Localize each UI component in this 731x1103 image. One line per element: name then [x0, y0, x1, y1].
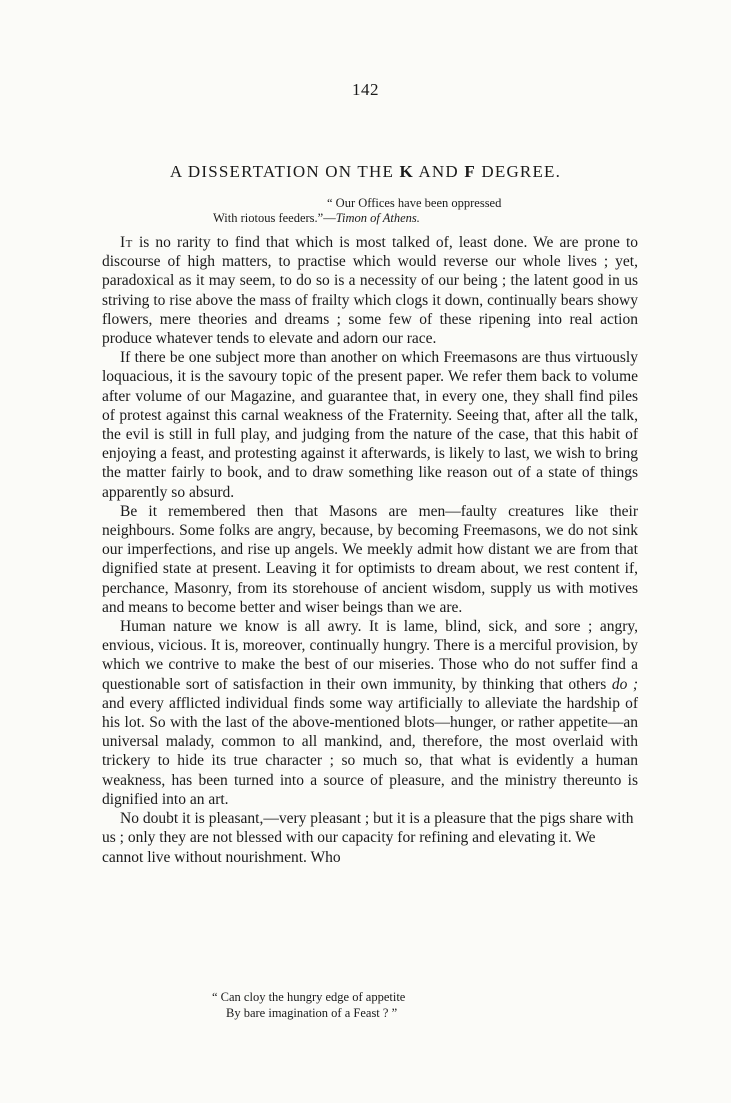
epigraph-line-1: “ Our Offices have been oppressed	[327, 196, 502, 210]
paragraph-4-italic: do ;	[611, 675, 639, 693]
epigraph	[213, 196, 501, 226]
closing-quotation	[212, 989, 405, 1021]
paragraph-1	[102, 233, 638, 348]
title-part-1: A DISSERTATION ON THE	[169, 162, 395, 181]
epigraph-source: Timon of Athens.	[335, 211, 420, 225]
article-title	[0, 162, 731, 182]
paragraph-4	[102, 617, 638, 809]
paragraph-4-text-a: Human nature we know is all awry. It is lame, blind, sick, and sore ; angry, envious, vicious. It is, moreover, continually hungry. There is a merciful provision, by which we contrive to make the best of our miseries. Those who do not suffer find a questionable sort of satisfaction in their own immunity, by thinking that others	[102, 618, 638, 693]
paragraph-3: Be it remembered then that Masons are men—faulty creatures like their neighbours. Some folks are angry, because, by becoming Freemasons, we do not sink our imperfections, and rise up angels. We meekly admit how distant we are from that dignified state at present. Leaving it for optimists to dream about, we rest content if, perchance, Masonry, from its storehouse of ancient wisdom, supply us with motives and means to become better and wiser beings than we are.	[102, 502, 638, 616]
epigraph-line-2	[213, 211, 501, 226]
title-letter-f: F	[464, 162, 476, 181]
quotation-line-1: “ Can cloy the hungry edge of appetite	[212, 990, 406, 1004]
paragraph-2: If there be one subject more than another on which Freemasons are thus virtuously loquacious, it is the savoury topic of the present paper. We refer them back to volume after volume of our Magazine, and guarantee that, in every one, they shall find piles of protest against this carnal weakness of the Fraternity. Seeing that, after all the talk, the evil is still in full play, and judging from the nature of the case, that this habit of enjoying a feast, and protesting against it afterwards, is likely to last, we wish to bring the matter fairly to book, and to draw something like reason out of a state of things apparently so absurd.	[102, 349, 638, 501]
title-part-3: DEGREE.	[481, 162, 562, 181]
paragraph-1-text: is no rarity to find that which is most talked of, least done. We are prone to discourse of high matters, to practise which would reverse our whole lives ; yet, paradoxical as it may seem, to do so is a necessity of our being ; the latent good in us striving to rise above the mass of frailty which clogs it down, continually bears showy flowers, mere theories and dreams ; some few of these ripening into real action produce whatever tends to elevate and adorn our race.	[102, 234, 638, 348]
paragraph-5: No doubt it is pleasant,—very pleasant ; but it is a pleasure that the pigs share with us ; only they are not blessed with our capacity for refining and elevating it. We cannot live without nourishment. Who	[102, 810, 634, 866]
title-letter-k: K	[399, 162, 414, 181]
quotation-line-2: By bare imagination of a Feast ? ”	[226, 1006, 398, 1020]
epigraph-text: With riotous feeders.”—	[213, 211, 336, 225]
paragraph-4-text-b: and every afflicted individual finds some way artificially to alleviate the hardship of his lot. So with the last of the above-mentioned blots—hunger, or rather appetite—an universal malady, common to all mankind, and, therefore, the most overlaid with trickery to hide its true character ; so much so, that what is evidently a human weakness, has been turned into a source of pleasure, and the ministry thereunto is dignified into an art.	[102, 694, 638, 808]
paragraph-1-lead: It	[120, 234, 133, 251]
page-number: 142	[352, 80, 379, 99]
title-part-2: AND	[418, 162, 459, 181]
article-body	[102, 233, 638, 867]
